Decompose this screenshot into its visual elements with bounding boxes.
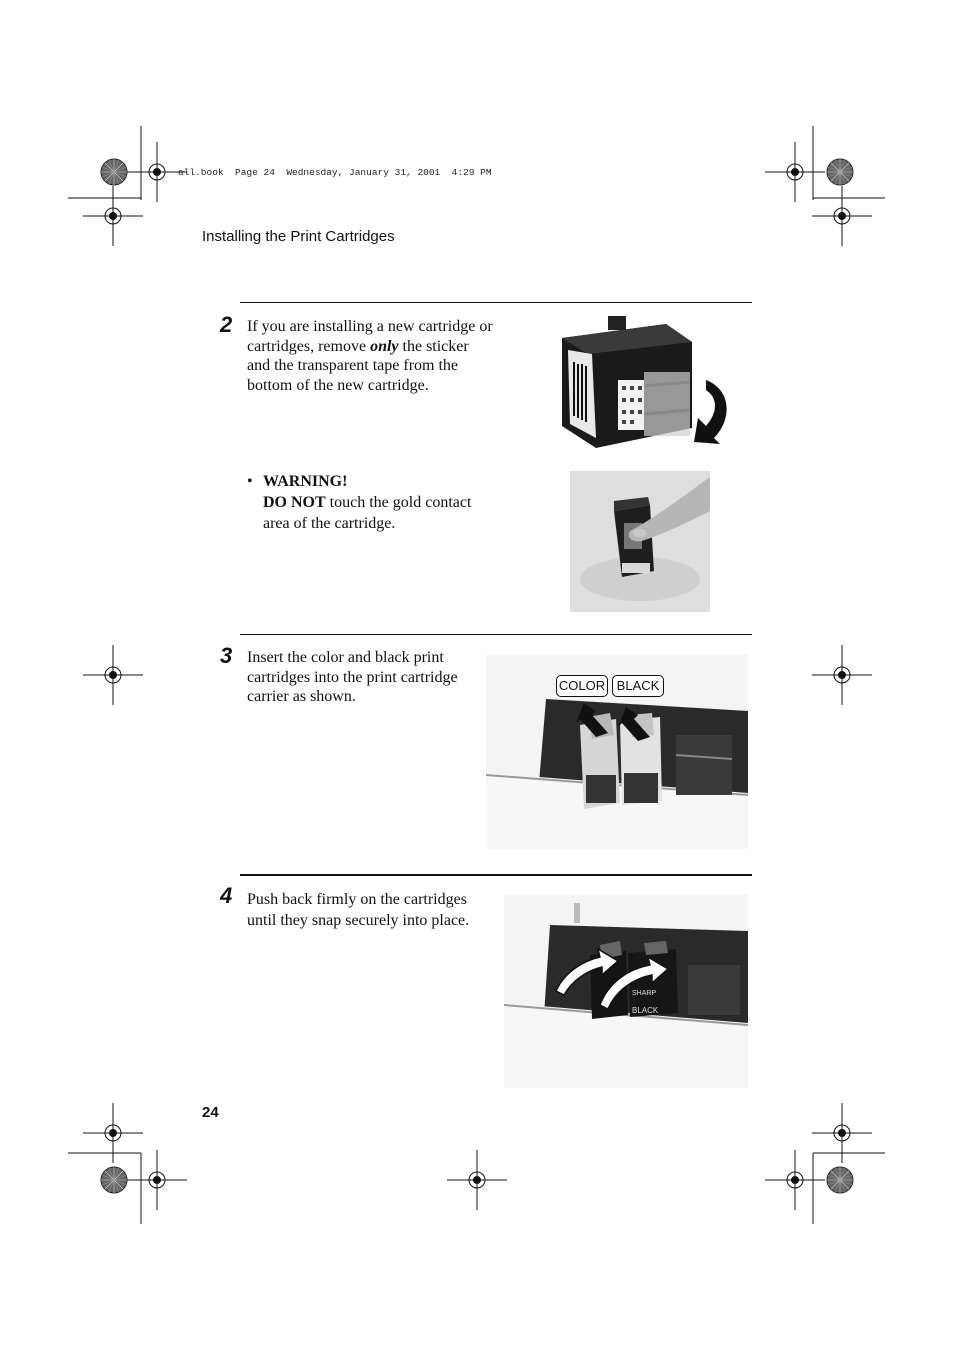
step-4-text: Push back firmly on the cartridges until they snap securely into place.	[247, 891, 470, 929]
step-2-text: If you are installing a new cartridge or cartridges, remove only the sticker and the transparent tape from the bottom of the new cartridge.	[247, 318, 493, 394]
black-label: BLACK	[612, 675, 664, 697]
push-cartridges-photo	[504, 895, 748, 1088]
warning-block: • WARNING! DO NOT touch the gold contact area of the cartridge.	[247, 473, 472, 532]
file-info-header: all.book Page 24 Wednesday, January 31, 2001 4:29 PM	[178, 167, 492, 178]
step-4-divider	[240, 874, 752, 876]
step-2-number: 2	[220, 312, 233, 337]
warning-bullet: •	[247, 473, 253, 490]
color-label: COLOR	[556, 675, 608, 697]
step-4-number: 4	[220, 883, 233, 908]
page-number: 24	[202, 1104, 219, 1121]
warning-title: WARNING!	[263, 473, 348, 490]
cartridge-tape-image	[556, 316, 732, 454]
step-3-number: 3	[220, 643, 233, 668]
svg-text:SHARP: SHARP	[632, 990, 657, 997]
step-2-divider	[240, 302, 752, 303]
step-3-divider	[240, 634, 752, 635]
step-3-text: Insert the color and black print cartridges into the print cartridge carrier as shown.	[247, 649, 458, 705]
section-title: Installing the Print Cartridges	[202, 228, 395, 245]
finger-contact-photo	[570, 471, 710, 612]
insert-cartridges-photo	[486, 655, 748, 849]
svg-text:BLACK: BLACK	[632, 1006, 659, 1015]
